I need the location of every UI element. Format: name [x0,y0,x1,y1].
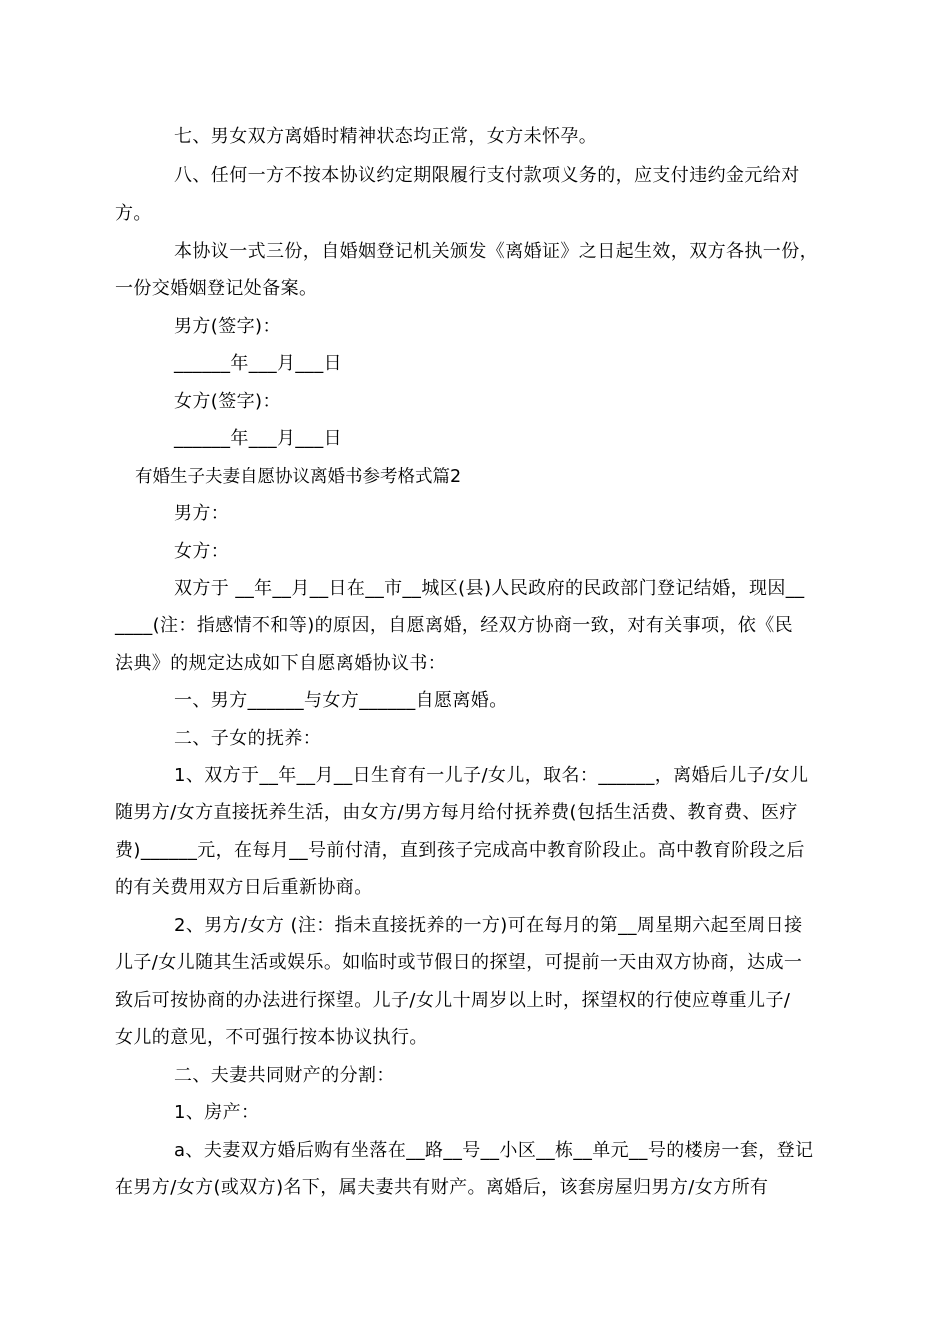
custody-line-1: 1、双方于__年__月__日生育有一儿子/女儿，取名：______，离婚后儿子/女儿 [174,765,809,786]
real-estate-heading: 1、房产： [174,1102,260,1123]
clause-two-heading: 二、子女的抚养： [174,728,322,749]
custody-line-3: 费)______元，在每月__号前付清，直到孩子完成高中教育阶段止。高中教育阶段之后 [115,840,805,861]
intro-line-2: ____(注：指感情不和等)的原因，自愿离婚，经双方协商一致，对有关事项，依《民 [115,615,794,636]
male-signature-label: 男方(签字)： [174,316,281,337]
male-signature-date: ______年___月___日 [174,353,342,374]
real-estate-line-2: 在男方/女方(或双方)名下，属夫妻共有财产。离婚后，该套房屋归男方/女方所有 [115,1177,769,1198]
female-party-label: 女方： [174,541,230,562]
male-party-label: 男方： [174,503,230,524]
clause-eight-line-1: 八、任何一方不按本协议约定期限履行支付款项义务的，应支付违约金元给对 [174,165,800,186]
custody-line-4: 的有关费用双方日后重新协商。 [115,877,373,898]
visitation-line-3: 致后可按协商的办法进行探望。儿子/女儿十周岁以上时，探望权的行使应尊重儿子/ [115,990,791,1011]
clause-seven: 七、男女双方离婚时精神状态均正常，女方未怀孕。 [174,126,598,147]
property-heading: 二、夫妻共同财产的分割： [174,1065,395,1086]
visitation-line-1: 2、男方/女方 (注：指未直接抚养的一方)可在每月的第__周星期六起至周日接 [174,915,803,936]
visitation-line-2: 儿子/女儿随其生活或娱乐。如临时或节假日的探望，可提前一天由双方协商，达成一 [115,952,803,973]
visitation-line-4: 女儿的意见，不可强行按本协议执行。 [115,1027,428,1048]
female-signature-label: 女方(签字)： [174,391,281,412]
intro-line-1: 双方于 __年__月__日在__市__城区(县)人民政府的民政部门登记结婚，现因__ [174,578,805,599]
effect-clause-line-2: 一份交婚姻登记处备案。 [115,278,318,299]
clause-eight-line-2: 方。 [115,203,152,224]
custody-line-2: 随男方/女方直接抚养生活，由女方/男方每月给付抚养费(包括生活费、教育费、医疗 [115,802,798,823]
effect-clause-line-1: 本协议一式三份，自婚姻登记机关颁发《离婚证》之日起生效，双方各执一份， [174,241,818,262]
real-estate-line-1: a、夫妻双方婚后购有坐落在__路__号__小区__栋__单元__号的楼房一套，登记 [174,1140,814,1161]
clause-one: 一、男方______与女方______自愿离婚。 [174,690,508,711]
section-title: 有婚生子夫妻自愿协议离婚书参考格式篇2 [135,467,462,487]
intro-line-3: 法典》的规定达成如下自愿离婚协议书： [115,653,447,674]
female-signature-date: ______年___月___日 [174,428,342,449]
